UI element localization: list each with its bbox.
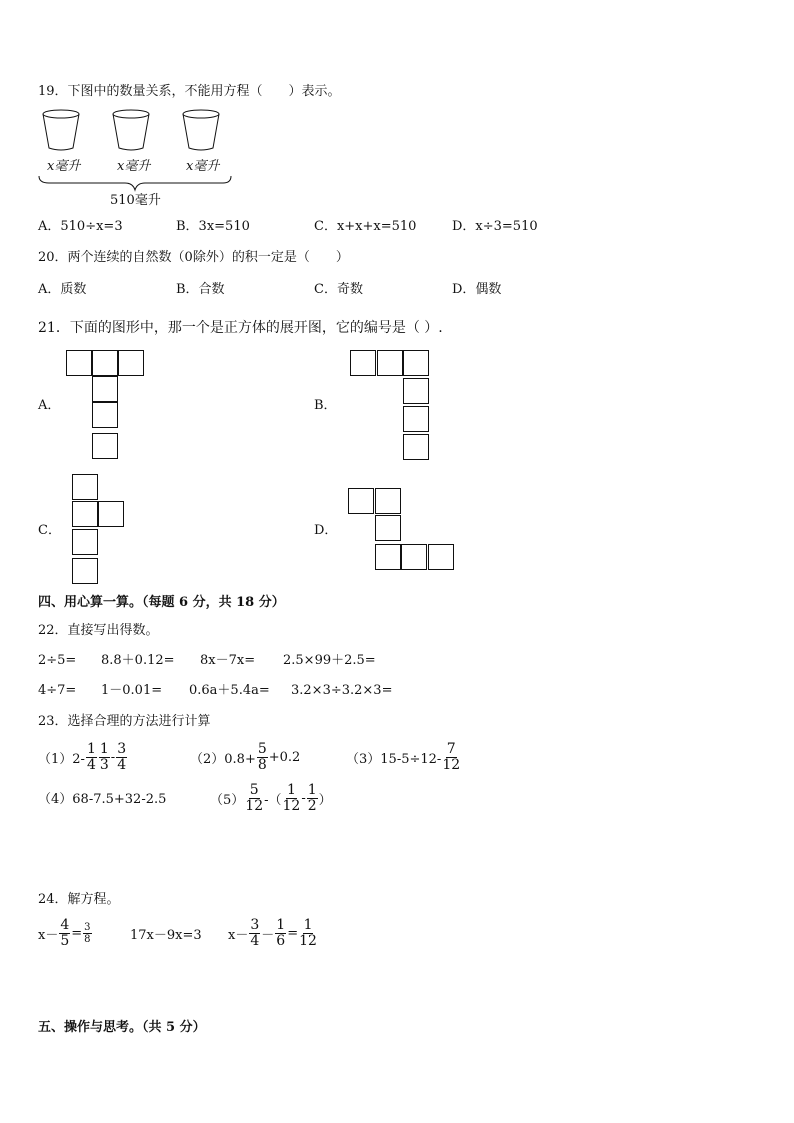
q23-part5: [210, 783, 332, 814]
math-token: 1: [286, 782, 296, 798]
math-token: 8: [257, 757, 267, 773]
q19-option-b[interactable]: B．3x=510: [176, 219, 250, 234]
brace-icon: [37, 174, 237, 192]
net-square: [377, 350, 403, 376]
section4-title: 四、用心算一算。（每题 6 分，共 18 分）: [38, 595, 285, 610]
q23-part3: [346, 742, 461, 773]
q23-part1: （1）2- $\frac{1}{4}$ $\frac{1}{3}$ - $\frac{3}{4}$: [38, 741, 127, 773]
q22-r1-c1: 2÷5=: [38, 653, 77, 668]
q22-r2-c4: 3.2×3÷3.2×3=: [291, 683, 393, 698]
math-token: 5: [257, 741, 267, 757]
net-square: [92, 402, 118, 428]
math-token: 1: [86, 741, 96, 757]
net-square: [348, 488, 374, 514]
net-square: [92, 433, 118, 459]
q23-part4: （4）68-7.5+32-2.5: [38, 792, 167, 807]
net-square: [403, 406, 429, 432]
net-square: [72, 529, 98, 555]
q20-stem: 20．两个连续的自然数（0除外）的积一定是（ ）: [38, 250, 349, 265]
q22-r1-c2: 8.8＋0.12=: [101, 653, 175, 668]
q22-stem: 22．直接写出得数。: [38, 623, 159, 638]
q20-option-a[interactable]: A．质数: [38, 282, 87, 297]
net-square: [72, 558, 98, 584]
math-token: -: [301, 791, 306, 806]
q19-option-d[interactable]: D．x÷3=510: [452, 219, 538, 234]
math-token: 12: [299, 933, 317, 949]
net-square: [428, 544, 454, 570]
q20-option-c[interactable]: C．奇数: [314, 282, 363, 297]
q20-option-b[interactable]: B．合数: [176, 282, 225, 297]
math-token: 5: [249, 782, 259, 798]
net-square: [98, 501, 124, 527]
math-token: 3: [117, 741, 127, 757]
math-token: －: [261, 928, 275, 943]
q21-stem: 21．下面的图形中，那一个是正方体的展开图，它的编号是（ ）.: [38, 320, 443, 336]
q24-stem: 24．解方程。: [38, 892, 120, 907]
net-a-label[interactable]: A．: [38, 398, 61, 413]
math-token: x－: [228, 928, 249, 943]
net-square: [401, 544, 427, 570]
math-token: 5: [60, 933, 70, 949]
math-token: 2: [307, 798, 317, 814]
q19-option-c[interactable]: C．x+x+x=510: [314, 219, 417, 234]
net-square: [403, 434, 429, 460]
q19-stem: 19．下图中的数量关系，不能用方程（ ）表示。: [38, 84, 341, 99]
net-square: [350, 350, 376, 376]
cup-label: x毫升: [117, 159, 151, 174]
fraction: [257, 742, 268, 773]
fraction: [86, 742, 97, 773]
cups-figure: [35, 106, 255, 166]
math-token: 8: [84, 934, 91, 945]
q24-eq1: [38, 918, 93, 949]
math-token: 4: [86, 757, 96, 773]
math-token: 4: [60, 917, 70, 933]
math-token: 6: [276, 933, 286, 949]
fraction: [442, 742, 460, 773]
net-b-label[interactable]: B．: [314, 398, 337, 413]
cup-label: x毫升: [47, 159, 81, 174]
math-token: 12: [442, 757, 461, 773]
math-token: 12: [245, 798, 264, 814]
q22-r1-c3: 8x－7x=: [200, 653, 256, 668]
cup-icon: [43, 110, 79, 150]
fraction: [307, 783, 318, 814]
fraction: [283, 783, 301, 814]
q23-stem: 23．选择合理的方法进行计算: [38, 714, 211, 729]
q19-option-a[interactable]: A．510÷x=3: [38, 219, 123, 234]
total-label: 510毫升: [110, 193, 161, 208]
math-token: （3）15-5÷12-: [346, 752, 442, 767]
math-token: （1）2-: [38, 752, 85, 767]
net-d-label[interactable]: D．: [314, 523, 338, 538]
math-token: （2）0.8+: [190, 752, 256, 767]
q23-part2: [190, 742, 300, 773]
q22-r2-c3: 0.6a＋5.4a=: [189, 683, 270, 698]
q24-eq2: 17x－9x=3: [130, 928, 202, 943]
net-square: [375, 544, 401, 570]
net-square: [118, 350, 144, 376]
math-token: 7: [446, 741, 456, 757]
math-token: 3: [99, 757, 109, 773]
net-square: [72, 474, 98, 500]
math-token: -（: [264, 793, 282, 808]
math-token: x－: [38, 928, 59, 943]
fraction: [59, 918, 70, 949]
math-token: =: [71, 926, 83, 941]
fraction: [299, 918, 317, 949]
fraction: [116, 742, 127, 773]
math-token: 1: [303, 917, 313, 933]
math-token: 1: [276, 917, 286, 933]
math-token: 3: [84, 922, 91, 933]
fraction: [275, 918, 286, 949]
net-square: [92, 350, 118, 376]
cup-icon: [183, 110, 219, 150]
q22-r2-c1: 4÷7=: [38, 683, 77, 698]
net-c-label[interactable]: C．: [38, 523, 61, 538]
net-square: [72, 501, 98, 527]
q22-r1-c4: 2.5×99＋2.5=: [283, 653, 376, 668]
math-token: ）: [318, 793, 332, 808]
net-square: [92, 376, 118, 402]
math-token: 1: [307, 782, 317, 798]
net-square: [375, 488, 401, 514]
fraction: [83, 922, 91, 945]
math-token: （5）: [210, 793, 245, 808]
net-square: [403, 350, 429, 376]
q22-r2-c2: 1－0.01=: [101, 683, 163, 698]
fraction: [249, 918, 260, 949]
math-token: 3: [250, 917, 260, 933]
net-square: [66, 350, 92, 376]
cup-label: x毫升: [186, 159, 220, 174]
math-token: 4: [250, 933, 260, 949]
net-square: [375, 515, 401, 541]
math-token: 12: [282, 798, 301, 814]
fraction: [245, 783, 263, 814]
cup-icon: [113, 110, 149, 150]
net-square: [403, 378, 429, 404]
fraction: [99, 742, 110, 773]
section5-title: 五、操作与思考。（共 5 分）: [38, 1020, 206, 1035]
q24-eq3: [228, 918, 318, 949]
q20-option-d[interactable]: D．偶数: [452, 282, 502, 297]
math-token: 1: [99, 741, 109, 757]
math-token: =: [287, 926, 299, 941]
math-token: 4: [117, 757, 127, 773]
math-token: +0.2: [268, 750, 301, 765]
